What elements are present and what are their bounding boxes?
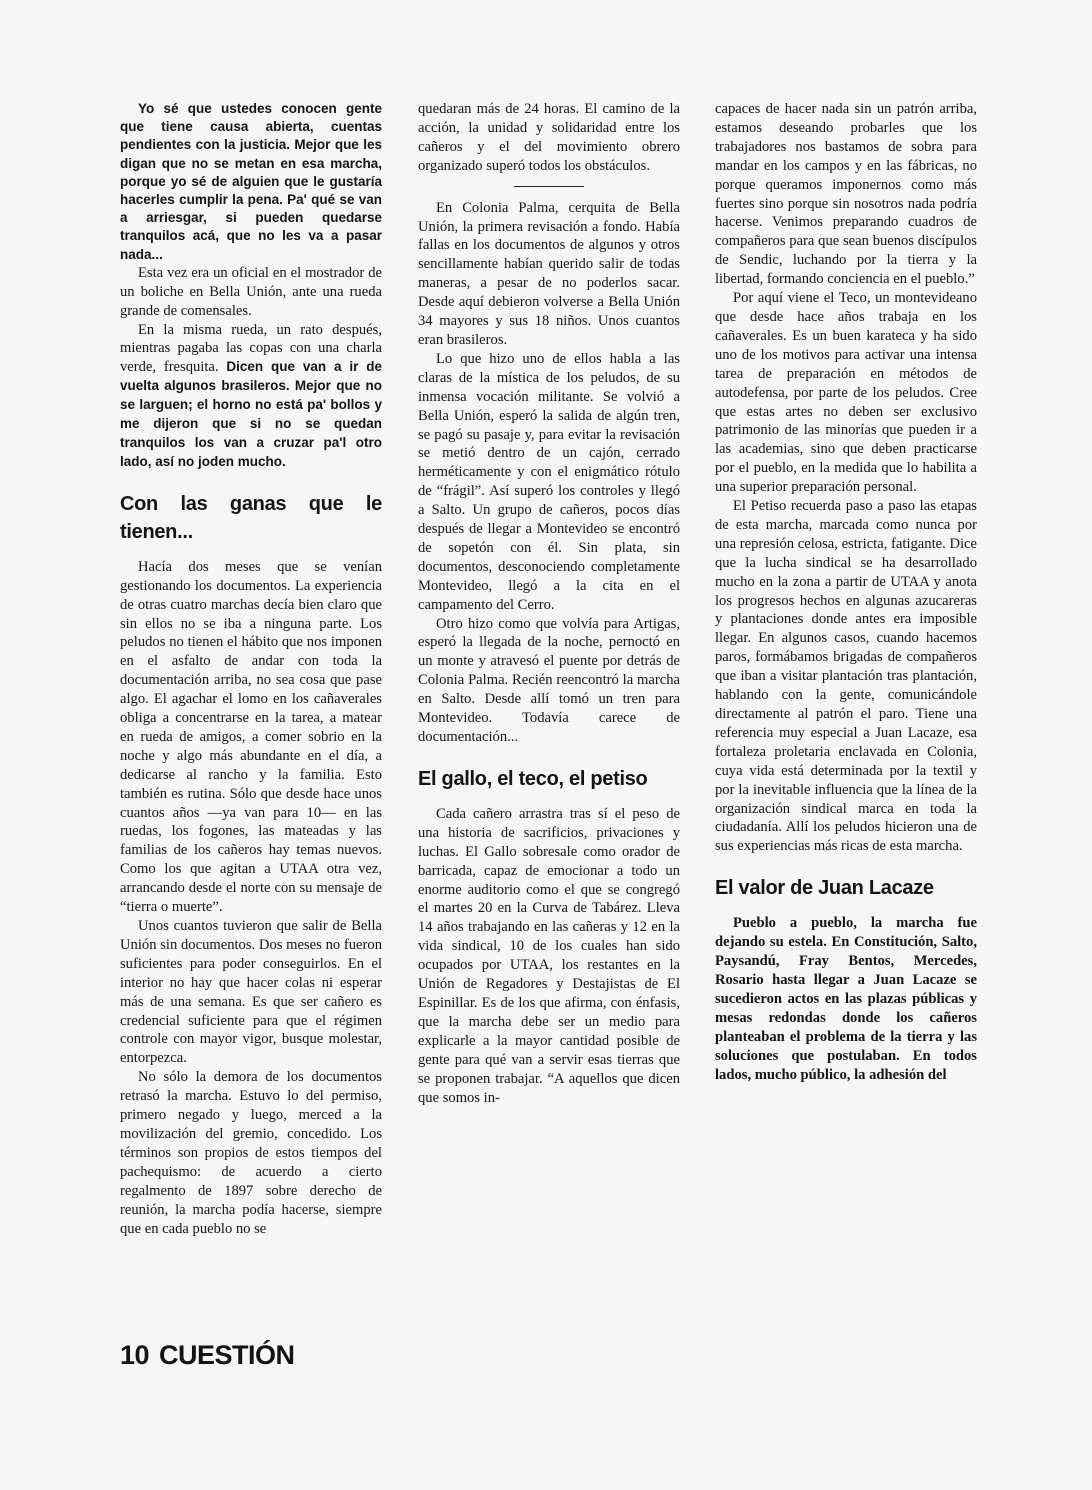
paragraph: Hacía dos meses que se venían gestionando los documentos. La experiencia de otras cuatro marchas decía bien claro que sin ellos no se iba a ninguna parte. Los peludos no tienen el hábito que nos imponen en el asfalto de andar con toda la documentación arriba, no sea cosa que pase algo. El agachar el lomo en los cañaverales obliga a concentrarse en la tarea, a matear en rueda de amigos, a comer sobrio en la noche y algo más abundante en el día, a dedicarse al rancho y la familia. Esto también es rutina. Sólo que desde hace unos cuantos años —ya van para 10— en las ruedas, los fogones, las mateadas y las familias de los cañeros hay temas nuevos. Como los que agitan a UTAA otra vez, arrancando desde el norte con su mensaje de “tierra o muerte”.	[120, 558, 382, 916]
column-1	[120, 100, 382, 1238]
column-3	[715, 100, 977, 1084]
divider	[514, 186, 584, 187]
paragraph: capaces de hacer nada sin un patrón arriba, estamos deseando probarles que los trabajadores nos bastamos de sobra para mandar en los campos y en las fábricas, no porque queramos imponernos como más fuertes sino porque sin nosotros nada podría hacerse. Venimos preparando cuadros de compañeros para que sean buenos discípulos de Sendic, luchando por la tierra y la libertad, formando conciencia en el pueblo.”	[715, 101, 977, 288]
page-number: 10	[120, 1340, 150, 1370]
paragraph: Unos cuantos tuvieron que salir de Bella Unión sin documentos. Dos meses no fueron suficientes para poder conseguirlos. En el interior no hay que hacer colas ni esperar más de una semana. Es que ser cañero es credencial suficiente para que el régimen controle con mayor vigor, busque molestar, entorpezca.	[120, 918, 382, 1067]
section-heading: El valor de Juan Lacaze	[715, 877, 934, 900]
paragraph: Otro hizo como que volvía para Artigas, esperó la llegada de la noche, pernoctó en un monte y atravesó el puente por detrás de Colonia Palma. Recién reencontró la marcha en Salto. Desde allí tomó un tren para Montevideo. Todavía carece de documentación...	[418, 615, 680, 745]
paragraph: No sólo la demora de los documentos retrasó la marcha. Estuvo lo del permiso, primero negado y luego, merced a la movilización del gremio, concedido. Los términos son propios de estos tiempos del pachequismo: de acuerdo a cierto regalmento de 1897 sobre derecho de reunión, la marcha podía hacerse, siempre que en cada pueblo no se	[120, 1069, 382, 1237]
magazine-name: CUESTIÓN	[159, 1340, 295, 1370]
opening-quote: Yo sé que ustedes conocen gente que tiene causa abierta, cuentas pendientes con la justicia. Mejor que les digan que no se metan en esa marcha, porque yo sé de alguien que le gustaría hacerles cumplir la pena. Pa' qué se van a arriesgar, si pueden quedarse tranquilos acá, que no les va a pasar nada...	[120, 101, 382, 262]
column-2	[418, 100, 680, 1107]
paragraph: Pueblo a pueblo, la marcha fue dejando su estela. En Constitución, Salto, Paysandú, Fray Bentos, Mercedes, Rosario hasta llegar a Juan Lacaze se sucedieron actos en las plazas públicas y mesas redondas donde los cañeros planteaban el problema de la tierra y las soluciones que postulaban. En todos lados, mucho público, la adhesión del	[715, 915, 977, 1083]
section-heading: El gallo, el teco, el petiso	[418, 767, 648, 790]
paragraph: Cada cañero arrastra tras sí el peso de una historia de sacrificios, privaciones y luchas. El Gallo sobresale como orador de barricada, capaz de emocionar a todo un enorme auditorio como el que se congregó el martes 20 en la Curva de Tabárez. Lleva 14 años trabajando en las cañeras y 12 en la vida sindical, 10 de los cuales han sido ocupados por UTAA, los restantes en la Unión de Regadores y Destajistas de El Espinillar. Es de los que afirma, con énfasis, que la marcha debe ser un medio para explicarle a la mayor cantidad posible de gente para qué van a servir esas tierras que se proponen trabajar. “A aquellos que dicen que somos in-	[418, 805, 680, 1106]
paragraph: El Petiso recuerda paso a paso las etapas de esta marcha, marcada como nunca por una represión celosa, estricta, fatigante. Dice que la lucha sindical se ha desarrollado mucho en la zona a partir de UTAA y anota los progresos hechos en algunas azucareras y plantaciones donde antes era imposible llegar. En algunos casos, cuando hacemos paros, formábamos brigadas de compañeros que iban a visitar plantación tras plantación, hablando con la gente, comunicándole directamente al patrón el paro. Tiene una referencia muy especial a Juan Lacaze, esa fortaleza proletaria enclavada en Colonia, cuya vida está determinada por la textil y por la inevitable influencia que la línea de la organización sindical marca en toda la ciudadanía. Allí los peludos hicieron una de sus experiencias más ricas de esta marcha.	[715, 498, 977, 855]
paragraph: Esta vez era un oficial en el mostrador de un boliche en Bella Unión, ante una rueda grande de comensales.	[120, 264, 382, 319]
paragraph: Lo que hizo uno de ellos habla a las claras de la mística de los peludos, de su inmensa vocación militante. Se volvió a Bella Unión, esperó la salida de algún tren, se pagó su pasaje y, para evitar la revisación se metió dentro de un cajón, cerrado herméticamente y con el enigmático rótulo de “frágil”. Así superó los controles y llegó a Salto. Un grupo de cañeros, pocos días después de llegar a Montevideo se encontró de sopetón con él. Sin plata, sin documentos, desconociendo completamente Montevideo, llegó a la cita en el campamento del Cerro.	[418, 350, 680, 613]
paragraph	[120, 321, 382, 472]
page-footer	[120, 1340, 295, 1371]
quoted-text: Dicen que van a ir de vuelta algunos brasileros. Mejor que no se larguen; el horno no está pa' bollos y me dijeron que si no se quedan tranquilos los van a cruzar pa'l otro lado, así no joden mucho.	[120, 359, 382, 469]
paragraph: Por aquí viene el Teco, un montevideano que desde hace años trabaja en los cañaverales. Es un buen karateca y ha sido uno de los motivos para activar una intensa tarea de preparación en métodos de autodefensa, por parte de los peludos. Cree que estas artes no deben ser exclusivo patrimonio de las minorías que pueden ir a las academias, sino que deben practicarse por el pueblo, en la medida que lo habilita a una superior preparación personal.	[715, 290, 977, 496]
paragraph: En Colonia Palma, cerquita de Bella Unión, la primera revisación a fondo. Había fallas en los documentos de algunos y otros sencillamente habían querido salir de todas maneras, a pesar de no poderlos sacar. Desde aquí debieron volverse a Bella Unión 34 mayores y sus 18 niños. Unos cuantos eran brasileros.	[418, 199, 680, 348]
paragraph: quedaran más de 24 horas. El camino de la acción, la unidad y solidaridad entre los cañeros y el del movimiento obrero organizado superó todos los obstáculos.	[418, 101, 680, 174]
section-heading: Con las ganas que le tienen...	[120, 492, 382, 543]
paragraph-text: En la misma rueda, un rato después, mientras pagaba las copas con una charla verde, fresquita.	[120, 321, 382, 376]
